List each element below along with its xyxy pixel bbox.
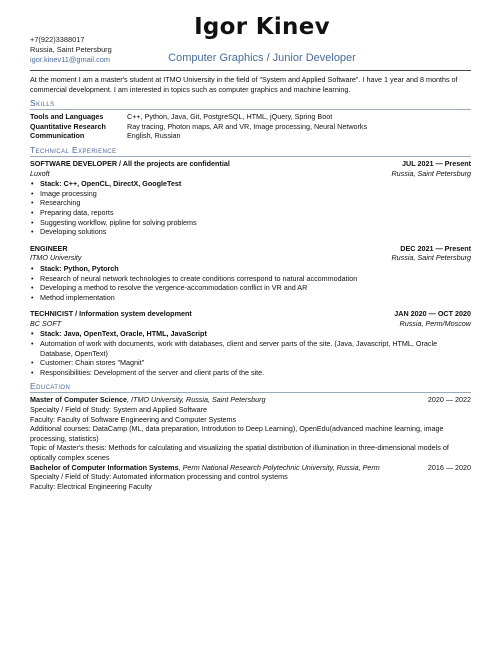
list-item: • Research of neural network technologies to create conditions correspond to natural accommodation [40,274,471,284]
job-company: BC SOFT [30,318,62,328]
candidate-name: Igor Kinev [194,14,330,40]
education-entry [30,395,471,462]
job-dates: DEC 2021 — Present [400,243,471,253]
skill-label: Quantitative Research [30,121,106,131]
edu-degree: Master of Computer Science [30,395,128,405]
job-place: Russia, Perm/Moscow [399,318,471,328]
candidate-tagline: Computer Graphics / Junior Developer [168,52,356,64]
edu-line: Specialty / Field of Study: Automated information processing and control systems [30,472,288,482]
job-entry [30,159,471,237]
summary-text: At the moment I am a master's student at ITMO University in the field of "System and Applied Software". I have 1 year and 8 months of commercial development. I am interested in topics such as computer graphics and machine learning. [30,75,458,94]
list-item: • Stack: Java, OpenText, Oracle, HTML, JavaScript [40,329,471,339]
skills-table [30,112,471,141]
job-place: Russia, Saint Petersburg [391,253,471,263]
list-item: • Stack: C++, OpenCL, DirectX, GoogleTest [40,179,471,189]
edu-line: Topic of Master's thesis: Methods for calculating and visualizing the spatial distribution of illumination in three-dimensional models of optically complex scenes [30,443,449,462]
phone: +7(922)3388017 [30,35,85,44]
edu-years: 2016 — 2020 [427,462,471,472]
job-bullets [30,329,471,377]
job-company: Luxoft [30,168,50,178]
list-item: • Suggesting workflow, pipline for solving problems [40,218,471,228]
education-entry [30,463,471,492]
list-item: • Image processing [40,189,471,199]
skill-value: English, Russian [127,131,181,141]
edu-school: , ITMO University, Russia, Saint Petersburg [127,395,266,405]
experience-heading: Technical Experience [30,145,471,157]
skill-label: Communication [30,131,85,141]
edu-years: 2020 — 2022 [427,395,471,405]
education-heading: Education [30,381,471,393]
list-item: • Developing solutions [40,227,471,237]
skill-label: Tools and Languages [30,112,104,122]
edu-line: Specialty / Field of Study: System and Applied Software [30,405,207,415]
header-divider [30,70,471,71]
job-role: SOFTWARE DEVELOPER / All the projects are confidential [30,158,230,168]
location: Russia, Saint Petersburg [30,45,112,54]
list-item: • Method implementation [40,293,471,303]
edu-degree: Bachelor of Computer Information Systems [30,462,179,472]
email-link[interactable]: igor.kinev11@gmail.com [30,55,111,64]
job-entry [30,244,471,303]
job-entry [30,309,471,377]
list-item: • Automation of work with documents, work with databases, client and server parts of the site. (Java, Javascript, HTML, Oracle Database, OpenText) [40,339,471,358]
edu-line: Faculty: Electrical Engineering Faculty [30,481,152,491]
list-item: • Responsibilities: Development of the server and client parts of the site. [40,368,471,378]
list-item: • Customer: Chain stores "Magnit" [40,358,471,368]
list-item: • Developing a method to resolve the vergence-accommodation conflict in VR and AR [40,283,471,293]
skill-value: Ray tracing, Photon maps, AR and VR, Image processing, Neural Networks [127,121,368,131]
edu-school: , Perm National Research Polytechnic University, Russia, Perm [178,462,380,472]
edu-line: Additional courses: DataCamp (ML, data preparation, Introdution to Deep Learning), OpenEdu(advanced machine learning, image processing, statistics) [30,424,444,443]
job-bullets [30,264,471,302]
job-role: ENGINEER [30,243,68,253]
job-place: Russia, Saint Petersburg [391,168,471,178]
list-item: • Researching [40,198,471,208]
list-item: • Preparing data, reports [40,208,471,218]
skill-value: C++, Python, Java, Git, PostgreSQL, HTML, jQuery, Spring Boot [127,112,333,122]
job-role: TECHNICIST / Information system development [30,309,192,319]
resume-content [30,75,471,491]
job-company: ITMO University [30,253,82,263]
job-dates: JAN 2020 — OCT 2020 [394,309,471,319]
skills-heading: Skills [30,98,471,110]
job-dates: JUL 2021 — Present [402,158,471,168]
job-bullets [30,179,471,237]
edu-line: Faculty: Faculty of Software Engineering and Computer Systems [30,414,237,424]
list-item: • Stack: Python, Pytorch [40,264,471,274]
